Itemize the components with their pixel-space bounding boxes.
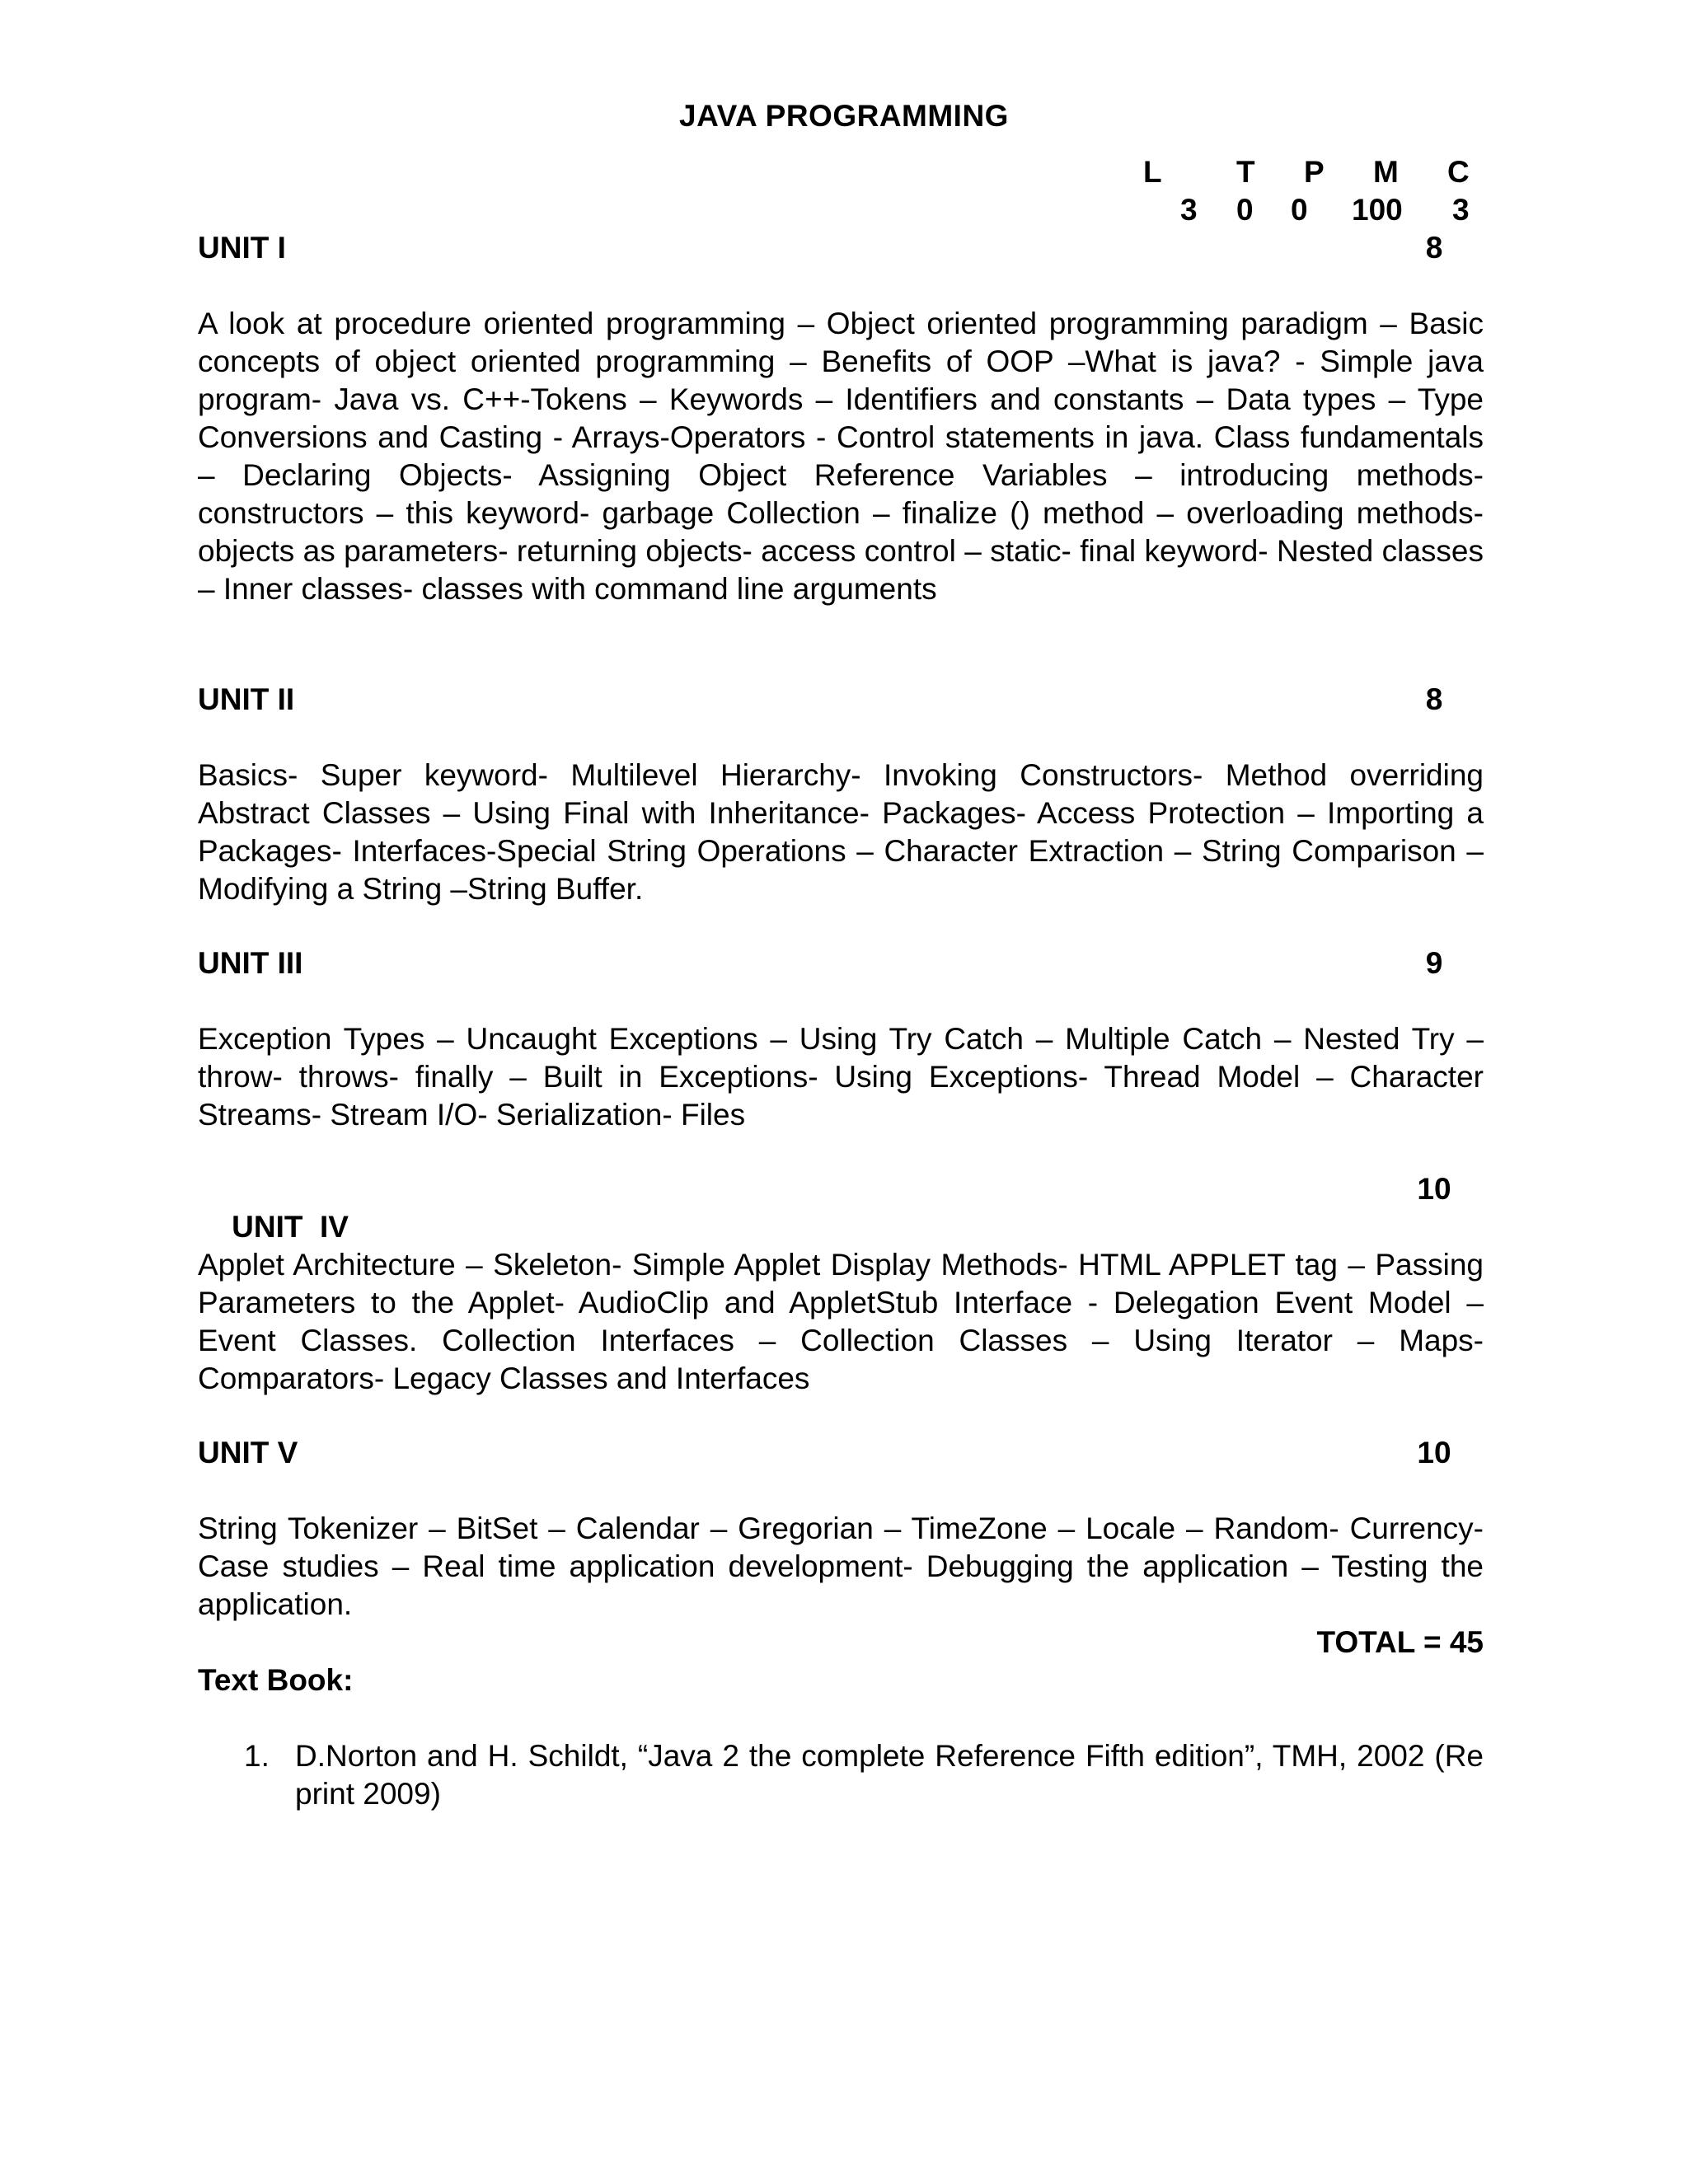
textbook-item-number: 1.	[244, 1739, 270, 1773]
credits-header-m: M	[1373, 155, 1399, 189]
unit-1-label: UNIT I	[198, 231, 286, 265]
credits-value-l: 3	[1180, 193, 1198, 227]
unit-5-content: String Tokenizer – BitSet – Calendar – Gregorian – TimeZone – Locale – Random- Currency- Case studies – Real time application development- Debugging the application – Testing the application.	[198, 1511, 1484, 1621]
unit-3-heading	[198, 944, 1484, 982]
credits-header-t: T	[1236, 155, 1255, 189]
unit-5-label: UNIT V	[198, 1436, 298, 1469]
textbook-item-text: D.Norton and H. Schildt, “Java 2 the complete Reference Fifth edition”, TMH, 2002 (Re print 2009)	[295, 1739, 1484, 1811]
credits-header-p: P	[1304, 155, 1325, 189]
unit-2-heading	[198, 681, 1484, 719]
unit-5-heading	[198, 1434, 1484, 1472]
unit-2-label: UNIT II	[198, 682, 295, 716]
textbook-item	[244, 1737, 1484, 1813]
credits-value-p: 0	[1291, 193, 1308, 227]
credits-values-row	[0, 191, 1688, 229]
credits-value-t: 0	[1236, 193, 1254, 227]
unit-3-content: Exception Types – Uncaught Exceptions – Using Try Catch – Multiple Catch – Nested Try – throw- throws- finally – Built in Exceptions- Using Exceptions- Thread Model – Character Streams- Stream I/O- Serialization- Files	[198, 1022, 1484, 1132]
credits-header-l: L	[1143, 155, 1162, 189]
total-hours: TOTAL = 45	[1316, 1625, 1484, 1659]
unit-5-hours: 10	[1417, 1436, 1451, 1469]
unit-3-hours: 9	[1425, 946, 1443, 980]
unit-1-content: A look at procedure oriented programming – Object oriented programming paradigm – Basic concepts of object oriented programming – Benefits of OOP –What is java? - Simple java program- Java vs. C++-Tokens – Keywords – Identifiers and constants – Data types – Type Conversions and Casting - Arrays-Operators - Control statements in java. Class fundamentals – Declaring Objects- Assigning Object Reference Variables – introducing methods- constructors – this keyword- garbage Collection – finalize () method – overloading methods- objects as parameters- returning objects- access control – static- final keyword- Nested classes – Inner classes- classes with command line arguments	[198, 307, 1484, 606]
unit-1-hours: 8	[1425, 231, 1443, 265]
credits-header-row	[0, 153, 1688, 191]
unit-1-heading	[198, 229, 1484, 267]
credits-value-c: 3	[1452, 193, 1470, 227]
unit-3-label: UNIT III	[198, 946, 303, 980]
unit-4-label: UNIT IV	[232, 1210, 349, 1244]
page-title: JAVA PROGRAMMING	[679, 99, 1009, 133]
credits-value-m: 100	[1352, 193, 1403, 227]
textbook-heading: Text Book:	[198, 1663, 354, 1697]
credits-header-c: C	[1447, 155, 1470, 189]
unit-4-content: Applet Architecture – Skeleton- Simple Applet Display Methods- HTML APPLET tag – Passing Parameters to the Applet- AudioClip and AppletStub Interface - Delegation Event Model – Event Classes. Collection Interfaces – Collection Classes – Using Iterator – Maps- Comparators- Legacy Classes and Interfaces	[198, 1248, 1484, 1395]
unit-2-content: Basics- Super keyword- Multilevel Hierarchy- Invoking Constructors- Method overriding Abstract Classes – Using Final with Inheritance- Packages- Access Protection – Importing a Packages- Interfaces-Special String Operations – Character Extraction – String Comparison – Modifying a String –String Buffer.	[198, 758, 1484, 906]
unit-4-hours: 10	[1417, 1172, 1451, 1206]
unit-2-hours: 8	[1425, 682, 1443, 716]
